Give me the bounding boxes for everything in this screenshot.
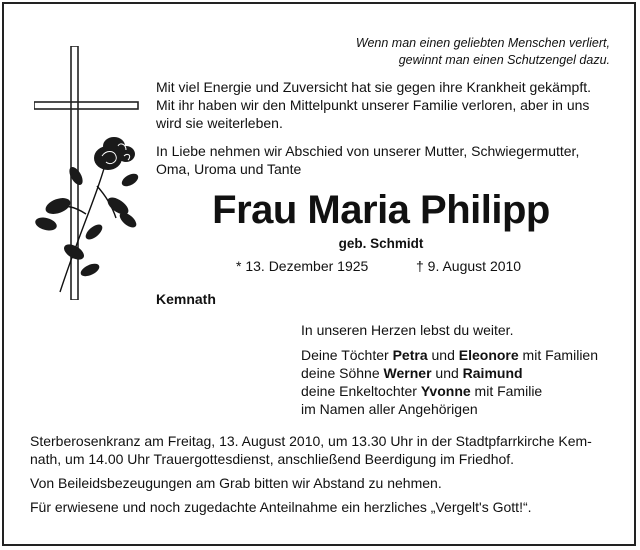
text: deine Söhne: [301, 365, 384, 381]
birth-date: * 13. Dezember 1925: [236, 258, 369, 274]
intro-paragraph: [156, 78, 606, 132]
funeral-info: [30, 432, 610, 468]
death-date: † 9. August 2010: [416, 258, 522, 274]
intro-line: In Liebe nehmen wir Abschied von unserer Mutter, Schwiegermutter,: [156, 143, 580, 159]
motto-line: gewinnt man einen Schutzengel dazu.: [398, 53, 610, 67]
text: mit Familien: [518, 347, 599, 363]
note-line: nath, um 14.00 Uhr Trauergottesdienst, anschließend Beerdigung im Friedhof.: [30, 451, 515, 467]
intro-line: Mit viel Energie und Zuversicht hat sie gegen ihre Krankheit gekämpft.: [156, 79, 592, 95]
life-dates: [236, 258, 521, 274]
text: deine Enkeltochter: [301, 383, 421, 399]
mourner-name: Petra: [392, 347, 428, 363]
intro-text: [156, 78, 606, 188]
mourners: [301, 321, 598, 418]
mourner-name: Raimund: [462, 365, 523, 381]
intro-line: Oma, Uroma und Tante: [156, 161, 302, 177]
text: und: [431, 365, 463, 381]
place: Kemnath: [156, 291, 216, 307]
mourner-name: Werner: [383, 365, 432, 381]
mourners-sons: [301, 364, 598, 382]
mourners-daughters: [301, 346, 598, 364]
birth-name: geb. Schmidt: [338, 236, 424, 251]
deceased-name: Frau Maria Philipp: [212, 188, 550, 232]
intro-paragraph: [156, 142, 606, 178]
funeral-notes: [30, 432, 610, 522]
condolences-note: Von Beileidsbezeugungen am Grab bitten wir Abstand zu nehmen.: [30, 475, 442, 491]
intro-line: wird sie weiterleben.: [156, 115, 283, 131]
note-line: Sterberosenkranz am Freitag, 13. August 2010, um 13.30 Uhr in der Stadtpfarrkirche Kem-: [30, 433, 592, 449]
text: Deine Töchter: [301, 347, 393, 363]
motto: [356, 35, 610, 69]
mourners-motto: In unseren Herzen lebst du weiter.: [301, 322, 514, 338]
mourner-name: Eleonore: [458, 347, 519, 363]
motto-line: Wenn man einen geliebten Menschen verliert,: [355, 36, 610, 50]
text: mit Familie: [470, 383, 543, 399]
cross-with-rose-icon: [34, 46, 144, 300]
mourners-others: im Namen aller Angehörigen: [301, 401, 478, 417]
mourner-name: Yvonne: [420, 383, 471, 399]
text: und: [427, 347, 459, 363]
thanks-note: Für erwiesene und noch zugedachte Anteilnahme ein herzliches „Vergelt's Gott!“.: [30, 499, 532, 515]
mourners-granddaughter: [301, 382, 598, 400]
intro-line: Mit ihr haben wir den Mittelpunkt unserer Familie verloren, aber in uns: [156, 97, 590, 113]
